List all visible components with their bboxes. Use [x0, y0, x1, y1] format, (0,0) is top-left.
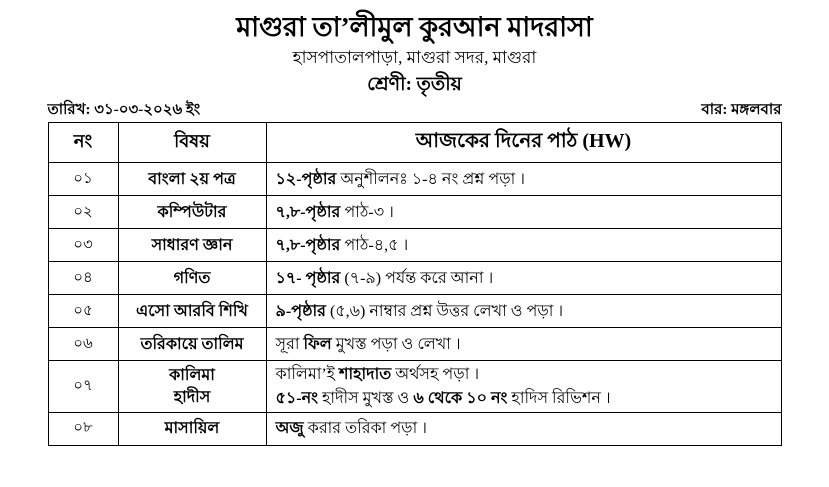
- col-header-homework: আজকের দিনের পাঠ (HW): [266, 123, 781, 163]
- subject-cell: বাংলা ২য় পত্র: [118, 163, 266, 196]
- homework-line: কালিমা’ই শাহাদাত অর্থসহ পড়া ।: [275, 366, 480, 384]
- homework-line: ১৭- পৃষ্ঠার (৭-৯) পর্যন্ত করে আনা ।: [275, 269, 494, 287]
- row-number-cell: ০৭: [48, 361, 118, 412]
- row-number-cell: ০৪: [48, 262, 118, 295]
- subject-cell: তরিকায়ে তালিম: [118, 328, 266, 361]
- table-row: [48, 328, 781, 361]
- row-number-cell: ০৩: [48, 229, 118, 262]
- subject-cell: কালিমা হাদীস: [118, 361, 266, 412]
- subject-cell: মাসায়িল: [118, 412, 266, 445]
- row-number-cell: ০২: [48, 196, 118, 229]
- homework-cell: [266, 196, 781, 229]
- homework-cell: [266, 328, 781, 361]
- homework-cell: [266, 229, 781, 262]
- table-row: [48, 196, 781, 229]
- homework-line: সূরা ফিল মুখস্ত পড়া ও লেখা ।: [275, 335, 461, 353]
- table-row: [48, 361, 781, 412]
- homework-line: ৯-পৃষ্ঠার (৫,৬) নাম্বার প্রশ্ন উত্তর লেখা ও পড়া ।: [275, 302, 564, 320]
- class-line: শ্রেণী: তৃতীয়: [367, 73, 462, 95]
- homework-line: ৭,৮-পৃষ্ঠার পাঠ-৩ ।: [275, 203, 394, 221]
- homework-table-body: [48, 163, 781, 445]
- table-row: [48, 262, 781, 295]
- table-row: [48, 295, 781, 328]
- homework-cell: [266, 361, 781, 412]
- subject-cell: এসো আরবি শিখি: [118, 295, 266, 328]
- homework-cell: [266, 163, 781, 196]
- col-header-no: নং: [48, 123, 118, 163]
- homework-table: [48, 122, 782, 445]
- homework-cell: [266, 295, 781, 328]
- subject-cell: কম্পিউটার: [118, 196, 266, 229]
- school-name: মাগুরা তা’লীমুল কুরআন মাদরাসা: [236, 12, 593, 42]
- subject-cell: গণিত: [118, 262, 266, 295]
- subject-cell: সাধারণ জ্ঞান: [118, 229, 266, 262]
- homework-line: ১২-পৃষ্ঠার অনুশীলনঃ ১-৪ নং প্রশ্ন পড়া ।: [275, 170, 525, 188]
- homework-table-head: [48, 123, 781, 163]
- day-label: বার: মঙ্গলবার: [701, 102, 782, 119]
- col-header-subject: বিষয়: [118, 123, 266, 163]
- table-row: [48, 229, 781, 262]
- homework-line: ৫১-নং হাদীস মুখস্ত ও ৬ থেকে ১০ নং হাদিস রিভিশন ।: [275, 389, 611, 407]
- homework-line: ৭,৮-পৃষ্ঠার পাঠ-৪,৫ ।: [275, 236, 409, 254]
- date-label: তারিখ: ৩১-০৩-২০২৬ ইং: [47, 102, 201, 119]
- header-row: [48, 123, 781, 163]
- table-row: [48, 412, 781, 445]
- row-number-cell: ০১: [48, 163, 118, 196]
- table-row: [48, 163, 781, 196]
- homework-cell: [266, 262, 781, 295]
- row-number-cell: ০৮: [48, 412, 118, 445]
- row-number-cell: ০৫: [48, 295, 118, 328]
- row-number-cell: ০৬: [48, 328, 118, 361]
- homework-cell: [266, 412, 781, 445]
- school-address: হাসপাতালপাড়া, মাগুরা সদর, মাগুরা: [292, 47, 537, 67]
- homework-line: অজু করার তরিকা পড়া ।: [275, 420, 427, 438]
- meta-row: [48, 101, 782, 119]
